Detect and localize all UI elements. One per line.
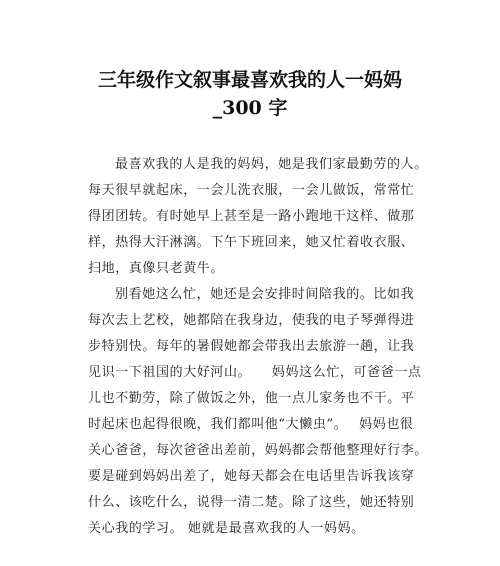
paragraph-line: 每次去上艺校，她都陪在我身边，使我的电子琴弹得进 [88, 313, 415, 328]
paragraph-line: 关心爸爸，每次爸爸出差前，妈妈都会帮他整理好行李。 [88, 443, 429, 458]
paragraph-line: 见识一下祖国的大好河山。 妈妈这么忙，可爸爸一点 [88, 365, 422, 380]
paragraph-line: 儿也不勤劳，除了做饭之外，他一点儿家务也不干。平 [88, 391, 415, 406]
paragraph-line: 最喜欢我的人是我的妈妈，她是我们家最勤劳的人。 [115, 157, 428, 172]
paragraph-line: 关心我的学习。 她就是最喜欢我的人一妈妈。 [88, 521, 365, 536]
paragraph-line: 要是碰到妈妈出差了，她每天都会在电话里告诉我该穿 [88, 469, 415, 484]
paragraph-line: 别看她这么忙，她还是会安排时间陪我的。比如我 [115, 287, 415, 302]
article-body [88, 152, 429, 542]
paragraph-line: 时起床也起得很晚，我们都叫他“大懒虫”。 妈妈也很 [88, 417, 414, 432]
article-title [40, 66, 460, 122]
paragraph-line: 步特别快。每年的暑假她都会带我出去旅游一趟，让我 [88, 339, 415, 354]
paragraph-2 [88, 282, 429, 542]
paragraph-line: 样，热得大汗淋漓。下午下班回来，她又忙着收衣服、 [88, 235, 415, 250]
paragraph-line: 扫地，真像只老黄牛。 [88, 261, 225, 276]
paragraph-1 [88, 152, 428, 282]
paragraph-line: 什么、该吃什么，说得一清二楚。除了这些，她还特别 [88, 495, 415, 510]
paragraph-line: 每天很早就起床，一会儿洗衣服，一会儿做饭，常常忙 [88, 183, 415, 198]
title-line-1: 三年级作文叙事最喜欢我的人一妈妈 [97, 69, 402, 91]
paragraph-line: 得团团转。有时她早上甚至是一路小跑地干这样、做那 [88, 209, 415, 224]
title-line-2: _300 字 [212, 97, 288, 119]
